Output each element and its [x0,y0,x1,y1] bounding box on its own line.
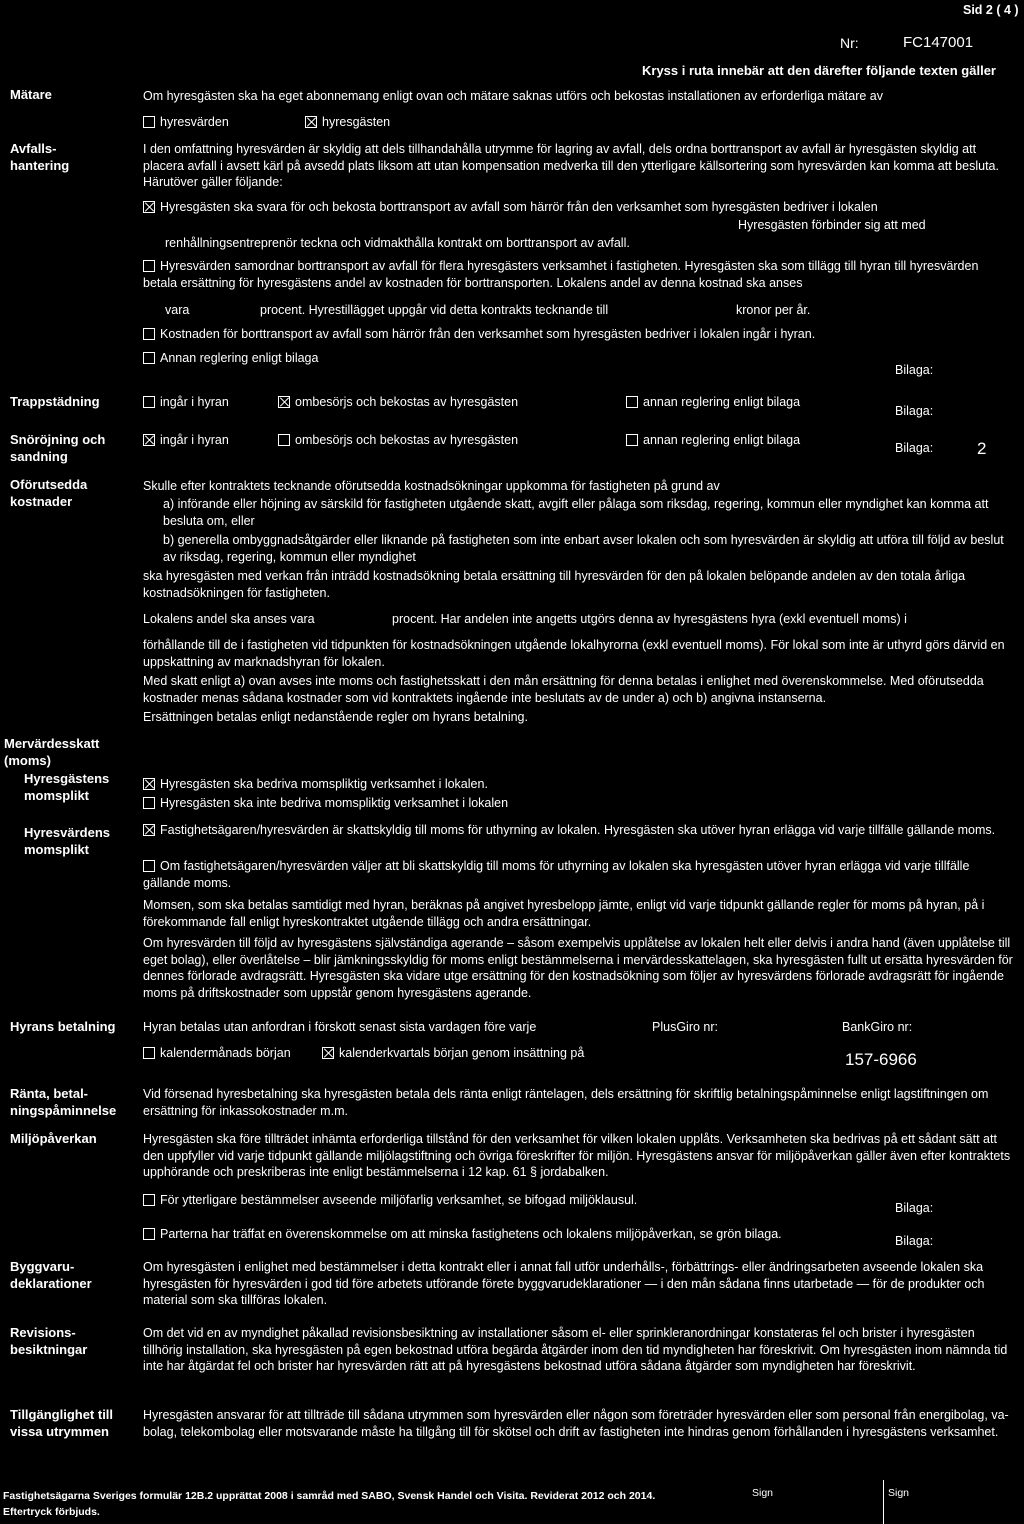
snow-option-1[interactable]: ingår i hyran [143,432,229,449]
ofor-item-b: b) generella ombyggnadsåtgärder eller liknande på fastigheten som inte enbart avser lokalen och som hyresvärden är skyldig att utföra till följd av beslut av riksdag, regering, kommun eller myndighet [163,533,1004,564]
checkbox[interactable] [143,396,155,408]
ofor-paragraph-2: ska hyresgästen med verkan från inträdd kostnadsökning betala ersättning till hyresvärden för den på lokalen belöpande andelen av den totala årliga kostnadsökningen för fastigheten. [143,569,966,600]
trapp-option-1[interactable]: ingår i hyran [143,394,229,411]
checkbox-checked[interactable] [143,201,155,213]
avfall-option-3[interactable]: Kostnaden för borttransport av avfall som härrör från den verksamhet som hyresgästen bedriver i lokalen ingår i hyran. [143,326,815,343]
section-label-miljo: Miljöpåverkan [10,1131,97,1146]
checkbox[interactable] [143,1194,155,1206]
moms-paragraph-1: Momsen, som ska betalas samtidigt med hyran, beräknas på angivet hyresbelopp jämte, enligt vid varje tidpunkt gällande regler för moms på hyran, på i förekommande fall enligt hyreskontraktet utgående tillägg och andra ersättningar. [143,898,985,929]
ranta-text: Vid försenad hyresbetalning ska hyresgästen betala dels ränta enligt räntelagen, dels ersättning för skriftlig betalningspåminnelse enligt lagstiftningen om ersättning för inkassokostnader m.m. [143,1087,989,1118]
matare-option-hyresgasten[interactable]: hyresgästen [305,114,390,131]
label-hyresgastens-momsplikt: Hyresgästens momsplikt [24,771,110,803]
ofor-andel-label: Lokalens andel ska anses vara [143,612,315,626]
checkbox[interactable] [143,797,155,809]
miljo-text: Hyresgästen ska före tillträdet inhämta erforderliga tillstånd för den verksamhet för vilken lokalen upplåts. Verksamheten ska bedrivas på ett sådant sätt att den uppfyller vid varje tidpunkt gällande miljölagstiftning och övriga föreskrifter för miljön. Hyresgästens ansvar för miljöpåverkan gäller även efter kontraktets upphörande och preskriberas inte enligt bestämmelserna i 12 kap. 61 § jordabalken. [143,1132,1011,1179]
matare-option-hyresvarden[interactable]: hyresvärden [143,114,229,131]
miljo-option-1[interactable]: För ytterligare bestämmelser avseende miljöfarlig verksamhet, se bifogad miljöklausul. [143,1192,637,1209]
section-label-snow: Snöröjning och sandning [10,432,106,464]
miljo-option-2[interactable]: Parterna har träffat en överenskommelse om att minska fastighetens och lokalens miljöpåverkan, se grön bilaga. [143,1226,782,1243]
section-label-oforutsedda: Oförutsedda kostnader [10,477,88,509]
ofor-paragraph-5: Ersättningen betalas enligt nedanstående regler om hyrans betalning. [143,710,528,724]
page-number: Sid 2 ( 4 ) [963,3,1019,17]
checkbox-checked[interactable] [143,434,155,446]
section-label-moms: Mervärdesskatt (moms) [4,736,100,768]
miljo-bilaga-1: Bilaga: [895,1201,934,1215]
avfall-option-1-end: renhållningsentreprenör teckna och vidmakthålla kontrakt om borttransport av avfall. [165,236,630,250]
section-label-bygg: Byggvaru- deklarationer [10,1259,92,1291]
checkbox[interactable] [143,1228,155,1240]
avfall-option-1-cont: Hyresgästen förbinder sig att med [738,218,926,232]
avfall-option-4[interactable]: Annan reglering enligt bilaga [143,350,318,367]
checkbox-checked[interactable] [143,778,155,790]
checkbox[interactable] [143,116,155,128]
betal-option-manad[interactable]: kalendermånads början [143,1045,291,1062]
miljo-bilaga-2: Bilaga: [895,1234,934,1248]
moms-option-3[interactable]: Fastighetsägaren/hyresvärden är skattskyldig till moms för uthyrning av lokalen. Hyresgästen ska utöver hyran erlägga vid varje tillfälle gällande moms. [143,822,1005,839]
bankgiro-label: BankGiro nr: [842,1020,913,1034]
ofor-paragraph-3: förhållande till de i fastigheten vid tidpunkten för kostnadsökningen utgående lokalhyrorna (exkl eventuell moms). För lokal som inte är uthyrd görs därvid en uppskattning av marknadshyran för lokalen. [143,638,1005,669]
checkbox-checked[interactable] [143,824,155,836]
trapp-bilaga: Bilaga: [895,404,934,418]
ofor-andel-text: procent. Har andelen inte angetts utgörs denna av hyresgästens hyra (exkl eventuell moms) i [392,612,907,626]
contract-number: FC147001 [903,34,974,51]
sign-divider [883,1480,884,1524]
checkbox[interactable] [143,260,155,272]
tillgang-text: Hyresgästen ansvarar för att tillträde till sådana utrymmen som hyresvärden eller någon som företräder hyresvärden eller som personal från energibolag, va-bolag, telekombolag eller motsvarande måste ha tillgång till för skötsel och drift av fastigheten inte hindras genom förhållanden i hyresgästens verksamhet. [143,1408,1009,1439]
section-label-ranta: Ränta, betal- ningspåminnelse [10,1086,117,1118]
section-label-tillganglighet: Tillgänglighet till vissa utrymmen [10,1407,114,1439]
ofor-item-a: a) införande eller höjning av särskild för fastigheten utgående skatt, avgift eller pålaga som riksdag, regering, kommun eller myndighet kan komma att besluta om, eller [163,497,989,528]
snow-bilaga: Bilaga: [895,441,934,455]
nr-label: Nr: [840,35,859,51]
sign-label-1: Sign [752,1487,774,1499]
moms-option-2[interactable]: Hyresgästen ska inte bedriva momspliktig verksamhet i lokalen [143,795,508,812]
snow-bilaga-value: 2 [977,439,987,458]
avfall-procent: procent. Hyrestillägget uppgår vid detta kontrakts tecknande till [260,303,609,317]
checkbox[interactable] [143,860,155,872]
checkbox[interactable] [278,434,290,446]
bygg-text: Om hyresgästen i enlighet med bestämmelser i detta kontrakt eller i annat fall utför underhålls-, förbättrings- eller ändringsarbeten avseende lokalen ska hyresgästen för hyresvärden i god tid före arbetets utförande förete byggvarudeklarationer — i den mån sådana finns utarbetade — för de produkter och material som ska tillföras lokalen. [143,1260,985,1307]
avfall-kronor: kronor per år. [736,303,811,317]
snow-option-2[interactable]: ombesörjs och bekostas av hyresgästen [278,432,518,449]
avfall-intro: I den omfattning hyresvärden är skyldig att dels tillhandahålla utrymme för lagring av avfall, dels ordna borttransport av avfall är hyresgästen skyldig att placera avfall i avsett kärl på avsedd plats liksom att utan kompensation medverka till den ytterligare källsortering som hyresvärden kan komma att besluta. Härutöver gäller följande: [143,142,999,189]
snow-option-3[interactable]: annan reglering enligt bilaga [626,432,800,449]
betal-option-kvartal[interactable]: kalenderkvartals början genom insättning på [322,1045,584,1062]
revision-text: Om det vid en av myndighet påkallad revisionsbesiktning av installationer såsom el- eller sprinkleranordningar konstateras fel och brister i hyresgästen tillhörig installation, ska hyresgästen på egen bekostnad utföra begärda åtgärder inom den tid myndigheten har föreskrivit. Om hyresgästen inom nämnda tid inte har åtgärdat fel och brister har hyresvärden rätt att på hyresgästens bekostnad utföra sådana åtgärder som myndigheten har föreskrivit. [143,1326,1008,1373]
checkbox-checked[interactable] [278,396,290,408]
checkbox-checked[interactable] [322,1047,334,1059]
bankgiro-value: 157-6966 [845,1050,917,1069]
checkbox[interactable] [143,1047,155,1059]
section-label-trapp: Trappstädning [10,394,100,409]
section-label-betalning: Hyrans betalning [10,1019,116,1034]
avfall-option-1[interactable]: Hyresgästen ska svara för och bekosta borttransport av avfall som härrör från den verksamhet som hyresgästen bedriver i lokalen [143,199,993,216]
moms-option-1[interactable]: Hyresgästen ska bedriva momspliktig verksamhet i lokalen. [143,776,488,793]
moms-option-4[interactable]: Om fastighetsägaren/hyresvärden väljer att bli skattskyldig till moms för uthyrning av lokalen ska hyresgästen utöver hyran erlägga vid varje tillfälle gällande moms. [143,859,970,890]
matare-text: Om hyresgästen ska ha eget abonnemang enligt ovan och mätare saknas utförs och bekostas installationen av erforderliga mätare av [143,89,884,103]
label-hyresvardens-momsplikt: Hyresvärdens momsplikt [24,825,110,857]
checkbox[interactable] [626,434,638,446]
section-label-revision: Revisions- besiktningar [10,1325,88,1357]
checkbox-note: Kryss i ruta innebär att den därefter följande texten gäller [642,63,996,78]
trapp-option-3[interactable]: annan reglering enligt bilaga [626,394,800,411]
avfall-option-2[interactable]: Hyresvärden samordnar borttransport av avfall för flera hyresgästers verksamhet i fastigheten. Hyresgästen ska som tillägg till hyran till hyresvärden betala ersättning för hyresgästens andel av kostnaden för borttransporten. Lokalens andel av denna kostnad ska anses [143,259,979,290]
betal-text: Hyran betalas utan anfordran i förskott senast sista vardagen före varje [143,1020,537,1034]
plusgiro-label: PlusGiro nr: [652,1020,718,1034]
checkbox[interactable] [626,396,638,408]
checkbox-checked[interactable] [305,116,317,128]
footer-text: Fastighetsägarna Sveriges formulär 12B.2 upprättat 2008 i samråd med SABO, Svensk Handel och Visita. Reviderat 2012 och 2014. Eftertryck förbjuds. [3,1490,656,1518]
ofor-intro: Skulle efter kontraktets tecknande oförutsedda kostnadsökningar uppkomma för fastigheten på grund av [143,479,720,493]
checkbox[interactable] [143,352,155,364]
avfall-bilaga: Bilaga: [895,363,934,377]
trapp-option-2[interactable]: ombesörjs och bekostas av hyresgästen [278,394,518,411]
checkbox[interactable] [143,328,155,340]
avfall-vara: vara [165,303,190,317]
moms-paragraph-2: Om hyresvärden till följd av hyresgästens självständiga agerande – såsom exempelvis upplåtelse av lokalen helt eller delvis i andra hand (även upplåtelse till eget bolag), eller överlåtelse – blir jämkningsskyldig för moms enligt bestämmelserna i mervärdesskattelagen, ska hyresgästen fullt ut ersätta hyresvärden för dennes förlorade avdragsrätt. Hyresgästen ska vidare utge ersättning för den kostnadsökning som följer av hyresvärdens förlorade avdragsrätt för ingående moms på driftskostnader som uppstår genom hyresgästens agerande. [143,936,1013,1000]
sign-label-2: Sign [888,1487,910,1499]
section-label-avfall: Avfalls- hantering [10,141,70,173]
ofor-paragraph-4: Med skatt enligt a) ovan avses inte moms och fastighetsskatt i den mån ersättning för denna betalas i enlighet med överenskommelse. Med oförutsedda kostnader menas sådana kostnader som vid kontraktets ingående inte beslutats av de under a) och b) angivna instanserna. [143,674,984,705]
section-label-matare: Mätare [10,87,52,102]
